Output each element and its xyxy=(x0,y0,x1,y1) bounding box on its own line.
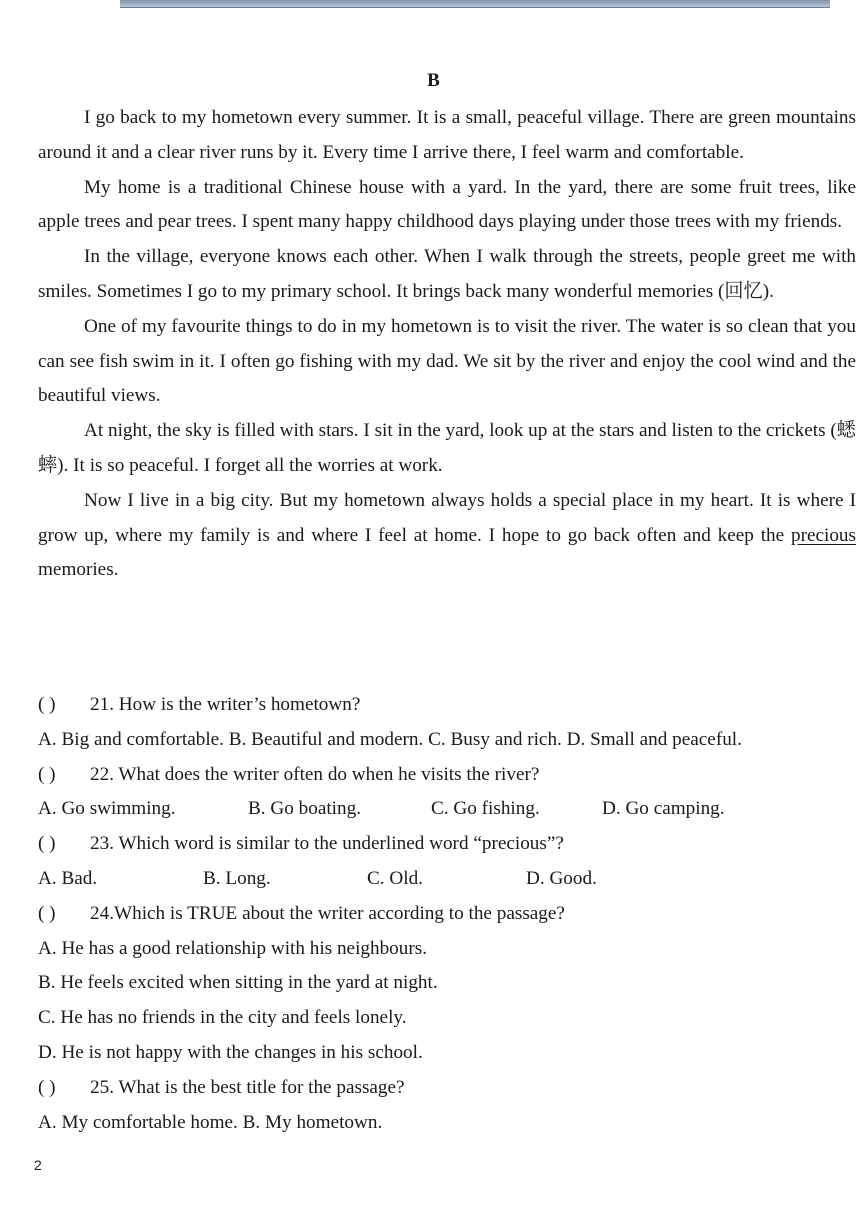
option-c[interactable]: C. Busy and rich. xyxy=(428,728,562,750)
option-a[interactable]: A. Bad. xyxy=(38,867,98,889)
question-text: 21. How is the writer’s hometown? xyxy=(90,694,361,715)
answer-blank[interactable]: ( ) xyxy=(38,763,56,785)
question-24 xyxy=(38,897,856,932)
option-b[interactable]: B. My hometown. xyxy=(242,1111,383,1133)
question-text: 22. What does the writer often do when he visits the river? xyxy=(90,763,540,785)
answer-blank[interactable]: ( ) xyxy=(38,902,56,924)
option-c[interactable]: C. Go fishing. xyxy=(431,798,540,820)
paragraph-text: Now I live in a big city. But my hometown always holds a special place in my heart. It is where I grow up, where my family is and where I feel at home. I hope to go back often and keep the xyxy=(38,489,856,546)
scanned-page-edge xyxy=(120,0,830,8)
options-23 xyxy=(38,862,856,897)
question-21 xyxy=(38,688,856,723)
question-list xyxy=(38,688,856,1140)
option-a[interactable]: A. My comfortable home. xyxy=(38,1111,238,1133)
option-c[interactable]: C. Old. xyxy=(367,867,423,889)
option-d[interactable]: D. Small and peaceful. xyxy=(566,728,742,750)
answer-blank[interactable]: ( ) xyxy=(38,1076,56,1098)
passage-paragraph: One of my favourite things to do in my hometown is to visit the river. The water is so clean that you can see fish swim in it. I often go fishing with my dad. We sit by the river and enjoy the cool wind and the beautiful views. xyxy=(38,315,856,407)
option-d[interactable]: D. He is not happy with the changes in his school. xyxy=(38,1041,423,1063)
question-23 xyxy=(38,827,856,862)
passage-paragraph xyxy=(38,484,856,588)
option-d[interactable]: D. Go camping. xyxy=(602,798,725,820)
question-25 xyxy=(38,1071,856,1106)
options-21 xyxy=(38,723,856,758)
question-text: 23. Which word is similar to the underlined word “precious”? xyxy=(90,833,564,855)
option-b[interactable]: B. Beautiful and modern. xyxy=(228,728,424,750)
answer-blank[interactable]: ( ) xyxy=(38,694,56,715)
option-b[interactable]: B. Go boating. xyxy=(248,798,361,820)
option-b[interactable]: B. Long. xyxy=(203,867,271,889)
options-25 xyxy=(38,1106,856,1141)
option-c[interactable]: C. He has no friends in the city and feels lonely. xyxy=(38,1007,407,1029)
section-heading: B xyxy=(427,70,440,91)
underlined-word: precious xyxy=(790,524,856,546)
passage-paragraph: I go back to my hometown every summer. It is a small, peaceful village. There are green mountains around it and a clear river runs by it. Every time I arrive there, I feel warm and comfortable. xyxy=(38,107,856,163)
answer-blank[interactable]: ( ) xyxy=(38,833,56,855)
option-a[interactable]: A. He has a good relationship with his neighbours. xyxy=(38,937,428,959)
passage-paragraph: In the village, everyone knows each other. When I walk through the streets, people greet me with smiles. Sometimes I go to my primary school. It brings back many wonderful memories (回忆). xyxy=(38,246,856,302)
options-22 xyxy=(38,792,856,827)
paragraph-text: memories. xyxy=(38,559,119,581)
question-22 xyxy=(38,758,856,793)
option-a[interactable]: A. Go swimming. xyxy=(38,798,176,820)
question-text: 25. What is the best title for the passage? xyxy=(90,1076,405,1098)
option-b[interactable]: B. He feels excited when sitting in the yard at night. xyxy=(38,972,438,994)
option-d[interactable]: D. Good. xyxy=(526,867,597,889)
passage-paragraph: My home is a traditional Chinese house with a yard. In the yard, there are some fruit trees, like apple trees and pear trees. I spent many happy childhood days playing under those trees with my friends. xyxy=(38,176,856,233)
passage-paragraph: At night, the sky is filled with stars. I sit in the yard, look up at the stars and listen to the crickets (蟋蟀). It is so peaceful. I forget all the worries at work. xyxy=(38,420,856,476)
page-number: 2 xyxy=(34,1157,42,1173)
option-a[interactable]: A. Big and comfortable. xyxy=(38,728,224,750)
question-text: 24.Which is TRUE about the writer according to the passage? xyxy=(90,902,565,924)
reading-passage xyxy=(38,101,856,588)
